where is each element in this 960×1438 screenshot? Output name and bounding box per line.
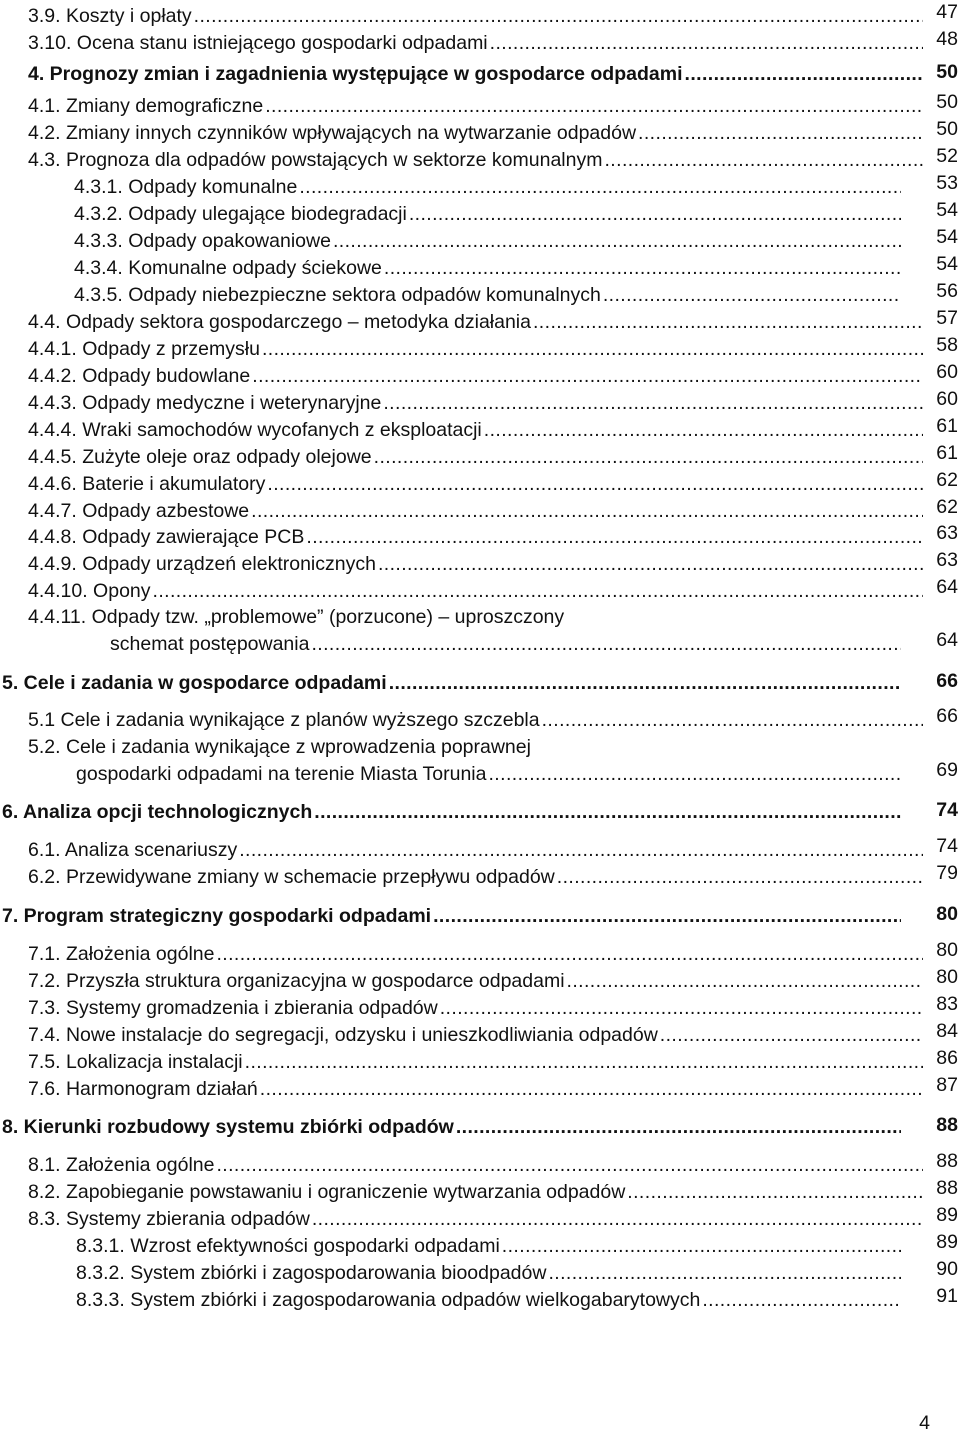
toc-entry-title: 8. Kierunki rozbudowy systemu zbiórki odpadów (2, 1116, 454, 1138)
toc-entry-title: 5.1 Cele i zadania wynikające z planów wyższego szczebla (28, 709, 540, 731)
toc-entry-title: 4.4.9. Odpady urządzeń elektronicznych (28, 553, 376, 575)
toc-entry-title: 4.4.2. Odpady budowlane (28, 365, 251, 387)
toc-entry-title: 7.2. Przyszła struktura organizacyjna w gospodarce odpadami (28, 970, 565, 992)
toc-entry-title: 4.3.1. Odpady komunalne (74, 176, 298, 198)
toc-entry-title: 7.5. Lokalizacja instalacji (28, 1051, 243, 1073)
toc-entry-title: 7.1. Założenia ogólne (28, 943, 215, 965)
toc-entry-page: 63 (936, 522, 958, 544)
toc-entry-title: 6.1. Analiza scenariuszy (28, 839, 238, 861)
toc-entry-title: 4.3. Prognoza dla odpadów powstających w sektorze komunalnym (28, 149, 603, 171)
toc-entry-title: 7.4. Nowe instalacje do segregacji, odzysku i unieszkodliwiania odpadów (28, 1024, 658, 1046)
toc-entry-page: 89 (936, 1204, 958, 1226)
toc-entry-title: schemat postępowania (110, 633, 310, 655)
toc-entry-title: 4.4.6. Baterie i akumulatory (28, 473, 266, 495)
toc-entry-title: 7.6. Harmonogram działań (28, 1078, 258, 1100)
toc-entry-title: 4.4.3. Odpady medyczne i weterynaryjne (28, 392, 382, 414)
toc-entry-page: 80 (936, 939, 958, 961)
toc-entry-page: 74 (936, 835, 958, 857)
toc-entry-page: 56 (936, 280, 958, 302)
toc-entry-page: 89 (936, 1231, 958, 1253)
toc-entry-title: gospodarki odpadami na terenie Miasta Torunia (76, 763, 487, 785)
toc-entry-page: 60 (936, 388, 958, 410)
toc-entry-page: 47 (936, 1, 958, 23)
toc-entry-page: 83 (936, 993, 958, 1015)
toc-entry-title: 5.2. Cele i zadania wynikające z wprowadzenia poprawnej (28, 736, 531, 758)
toc-entry-title: 4.3.2. Odpady ulegające biodegradacji (74, 203, 407, 225)
toc-entry-page: 64 (936, 629, 958, 651)
toc-entry-title: 6. Analiza opcji technologicznych (2, 801, 313, 823)
toc-entry-page: 87 (936, 1074, 958, 1096)
toc-entry-title: 4.4. Odpady sektora gospodarczego – metodyka działania (28, 311, 531, 333)
toc-entry-title: 8.2. Zapobieganie powstawaniu i ograniczenie wytwarzania odpadów (28, 1181, 626, 1203)
toc-entry-title: 4.4.4. Wraki samochodów wycofanych z eksploatacji (28, 419, 482, 441)
toc-entry-title: 4.3.5. Odpady niebezpieczne sektora odpadów komunalnych (74, 284, 601, 306)
toc-entry-title: 3.9. Koszty i opłaty (28, 5, 192, 27)
toc-entry-page: 64 (936, 576, 958, 598)
toc-entry-title: 8.1. Założenia ogólne (28, 1154, 215, 1176)
toc-entry-page: 88 (936, 1177, 958, 1199)
toc-entry-title: 8.3. Systemy zbierania odpadów (28, 1208, 310, 1230)
toc-entry-page: 79 (936, 862, 958, 884)
toc-entry-title: 4.4.1. Odpady z przemysłu (28, 338, 260, 360)
toc-entry-page: 90 (936, 1258, 958, 1280)
toc-entry-page: 50 (936, 118, 958, 140)
toc-entry-page: 48 (936, 28, 958, 50)
toc-entry-page: 69 (936, 759, 958, 781)
toc-entry-page: 88 (936, 1114, 958, 1136)
toc-entry-title: 6.2. Przewidywane zmiany w schemacie przepływu odpadów (28, 866, 555, 888)
toc-entry-page: 86 (936, 1047, 958, 1069)
toc-entry-page: 80 (936, 966, 958, 988)
toc-entry-title: 4.4.7. Odpady azbestowe (28, 500, 250, 522)
toc-entry-page: 50 (936, 91, 958, 113)
toc-entry-page: 54 (936, 226, 958, 248)
toc-entry-page: 80 (936, 903, 958, 925)
toc-entry-page: 52 (936, 145, 958, 167)
toc-entry-page: 61 (936, 442, 958, 464)
toc-entry-title: 7.3. Systemy gromadzenia i zbierania odpadów (28, 997, 438, 1019)
toc-entry-title: 5. Cele i zadania w gospodarce odpadami (2, 672, 387, 694)
toc-entry-title: 3.10. Ocena stanu istniejącego gospodarki odpadami (28, 32, 488, 54)
toc-entry-title: 8.3.2. System zbiórki i zagospodarowania bioodpadów (76, 1262, 547, 1284)
toc-entry-page: 50 (936, 61, 958, 83)
toc-entry-title: 8.3.1. Wzrost efektywności gospodarki odpadami (76, 1235, 500, 1257)
page-number: 4 (919, 1412, 930, 1434)
toc-entry-page: 74 (936, 799, 958, 821)
toc-entry-page: 58 (936, 334, 958, 356)
toc-entry-page: 53 (936, 172, 958, 194)
toc-entry-title: 4.4.10. Opony (28, 580, 151, 602)
toc-entry-title: 4.3.3. Odpady opakowaniowe (74, 230, 331, 252)
toc-entry-page: 66 (936, 670, 958, 692)
toc-entry-page: 54 (936, 199, 958, 221)
toc-entry-page: 84 (936, 1020, 958, 1042)
toc-entry-title: 4.2. Zmiany innych czynników wpływających na wytwarzanie odpadów (28, 122, 637, 144)
toc-entry-title: 4.4.5. Zużyte oleje oraz odpady olejowe (28, 446, 372, 468)
toc-entry-title: 4. Prognozy zmian i zagadnienia występujące w gospodarce odpadami (28, 63, 683, 85)
toc-entry-title: 7. Program strategiczny gospodarki odpadami (2, 905, 432, 927)
toc-entry-page: 63 (936, 549, 958, 571)
toc-entry-title: 8.3.3. System zbiórki i zagospodarowania odpadów wielkogabarytowych (76, 1289, 701, 1311)
toc-entry-title: 4.4.11. Odpady tzw. „problemowe” (porzucone) – uproszczony (28, 606, 565, 628)
toc-entry-page: 66 (936, 705, 958, 727)
toc-entry-page: 57 (936, 307, 958, 329)
toc-entry-title: 4.1. Zmiany demograficzne (28, 95, 264, 117)
toc-entry-page: 88 (936, 1150, 958, 1172)
toc-entry-page: 61 (936, 415, 958, 437)
toc-entry-page: 54 (936, 253, 958, 275)
toc-entry-page: 60 (936, 361, 958, 383)
toc-entry-title: 4.4.8. Odpady zawierające PCB (28, 526, 305, 548)
toc-entry-page: 62 (936, 496, 958, 518)
toc-entry-page: 91 (936, 1285, 958, 1307)
toc-entry-title: 4.3.4. Komunalne odpady ściekowe (74, 257, 382, 279)
toc-entry-page: 62 (936, 469, 958, 491)
